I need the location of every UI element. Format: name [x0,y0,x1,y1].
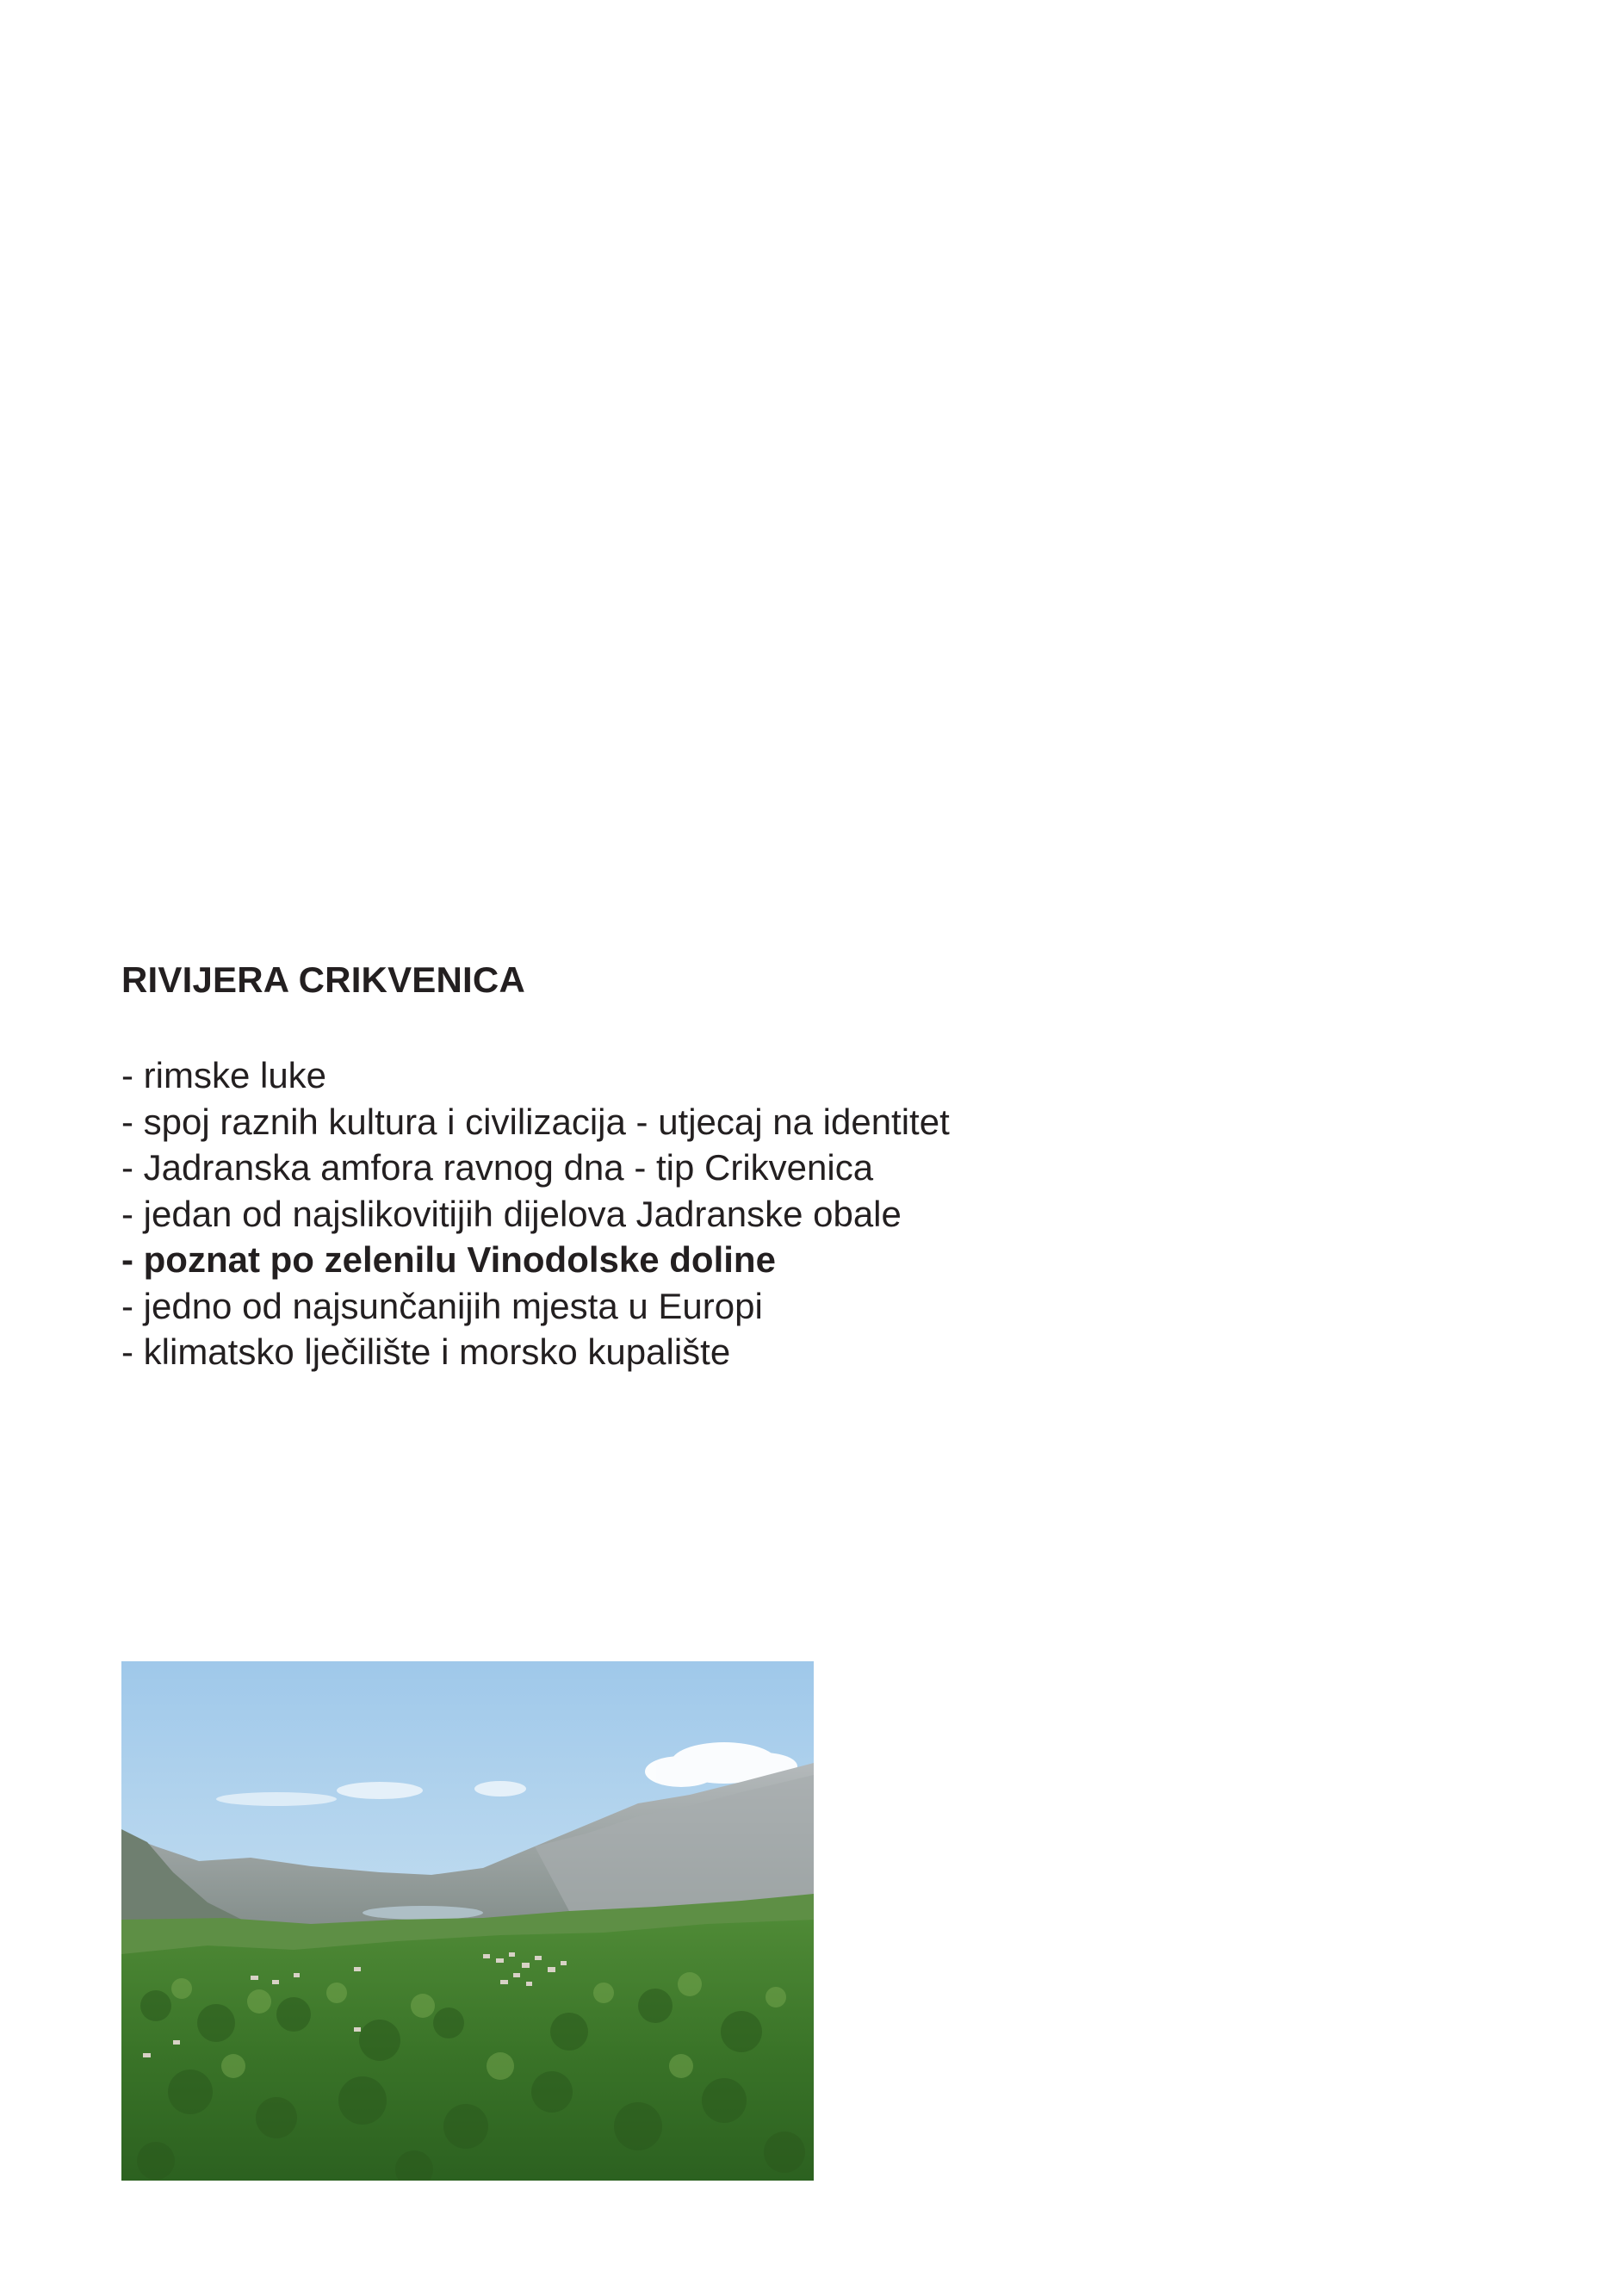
bullet-item: - spoj raznih kultura i civilizacija - utjecaj na identitet [121,1101,950,1142]
bullet-list [121,1052,950,1375]
landscape-image [121,1661,814,2181]
bullet-item: - rimske luke [121,1055,327,1095]
bullet-item: - klimatsko lječilište i morsko kupalište [121,1331,731,1372]
valley-landscape-photo [121,1661,814,2181]
bullet-item-highlighted: - poznat po zelenilu Vinodolske doline [121,1239,776,1280]
bullet-item: - jedno od najsunčanijih mjesta u Europi [121,1285,763,1326]
document-title: RIVIJERA CRIKVENICA [121,959,525,1000]
bullet-item: - jedan od najslikovitijih dijelova Jadranske obale [121,1193,902,1234]
bullet-item: - Jadranska amfora ravnog dna - tip Crikvenica [121,1147,874,1188]
